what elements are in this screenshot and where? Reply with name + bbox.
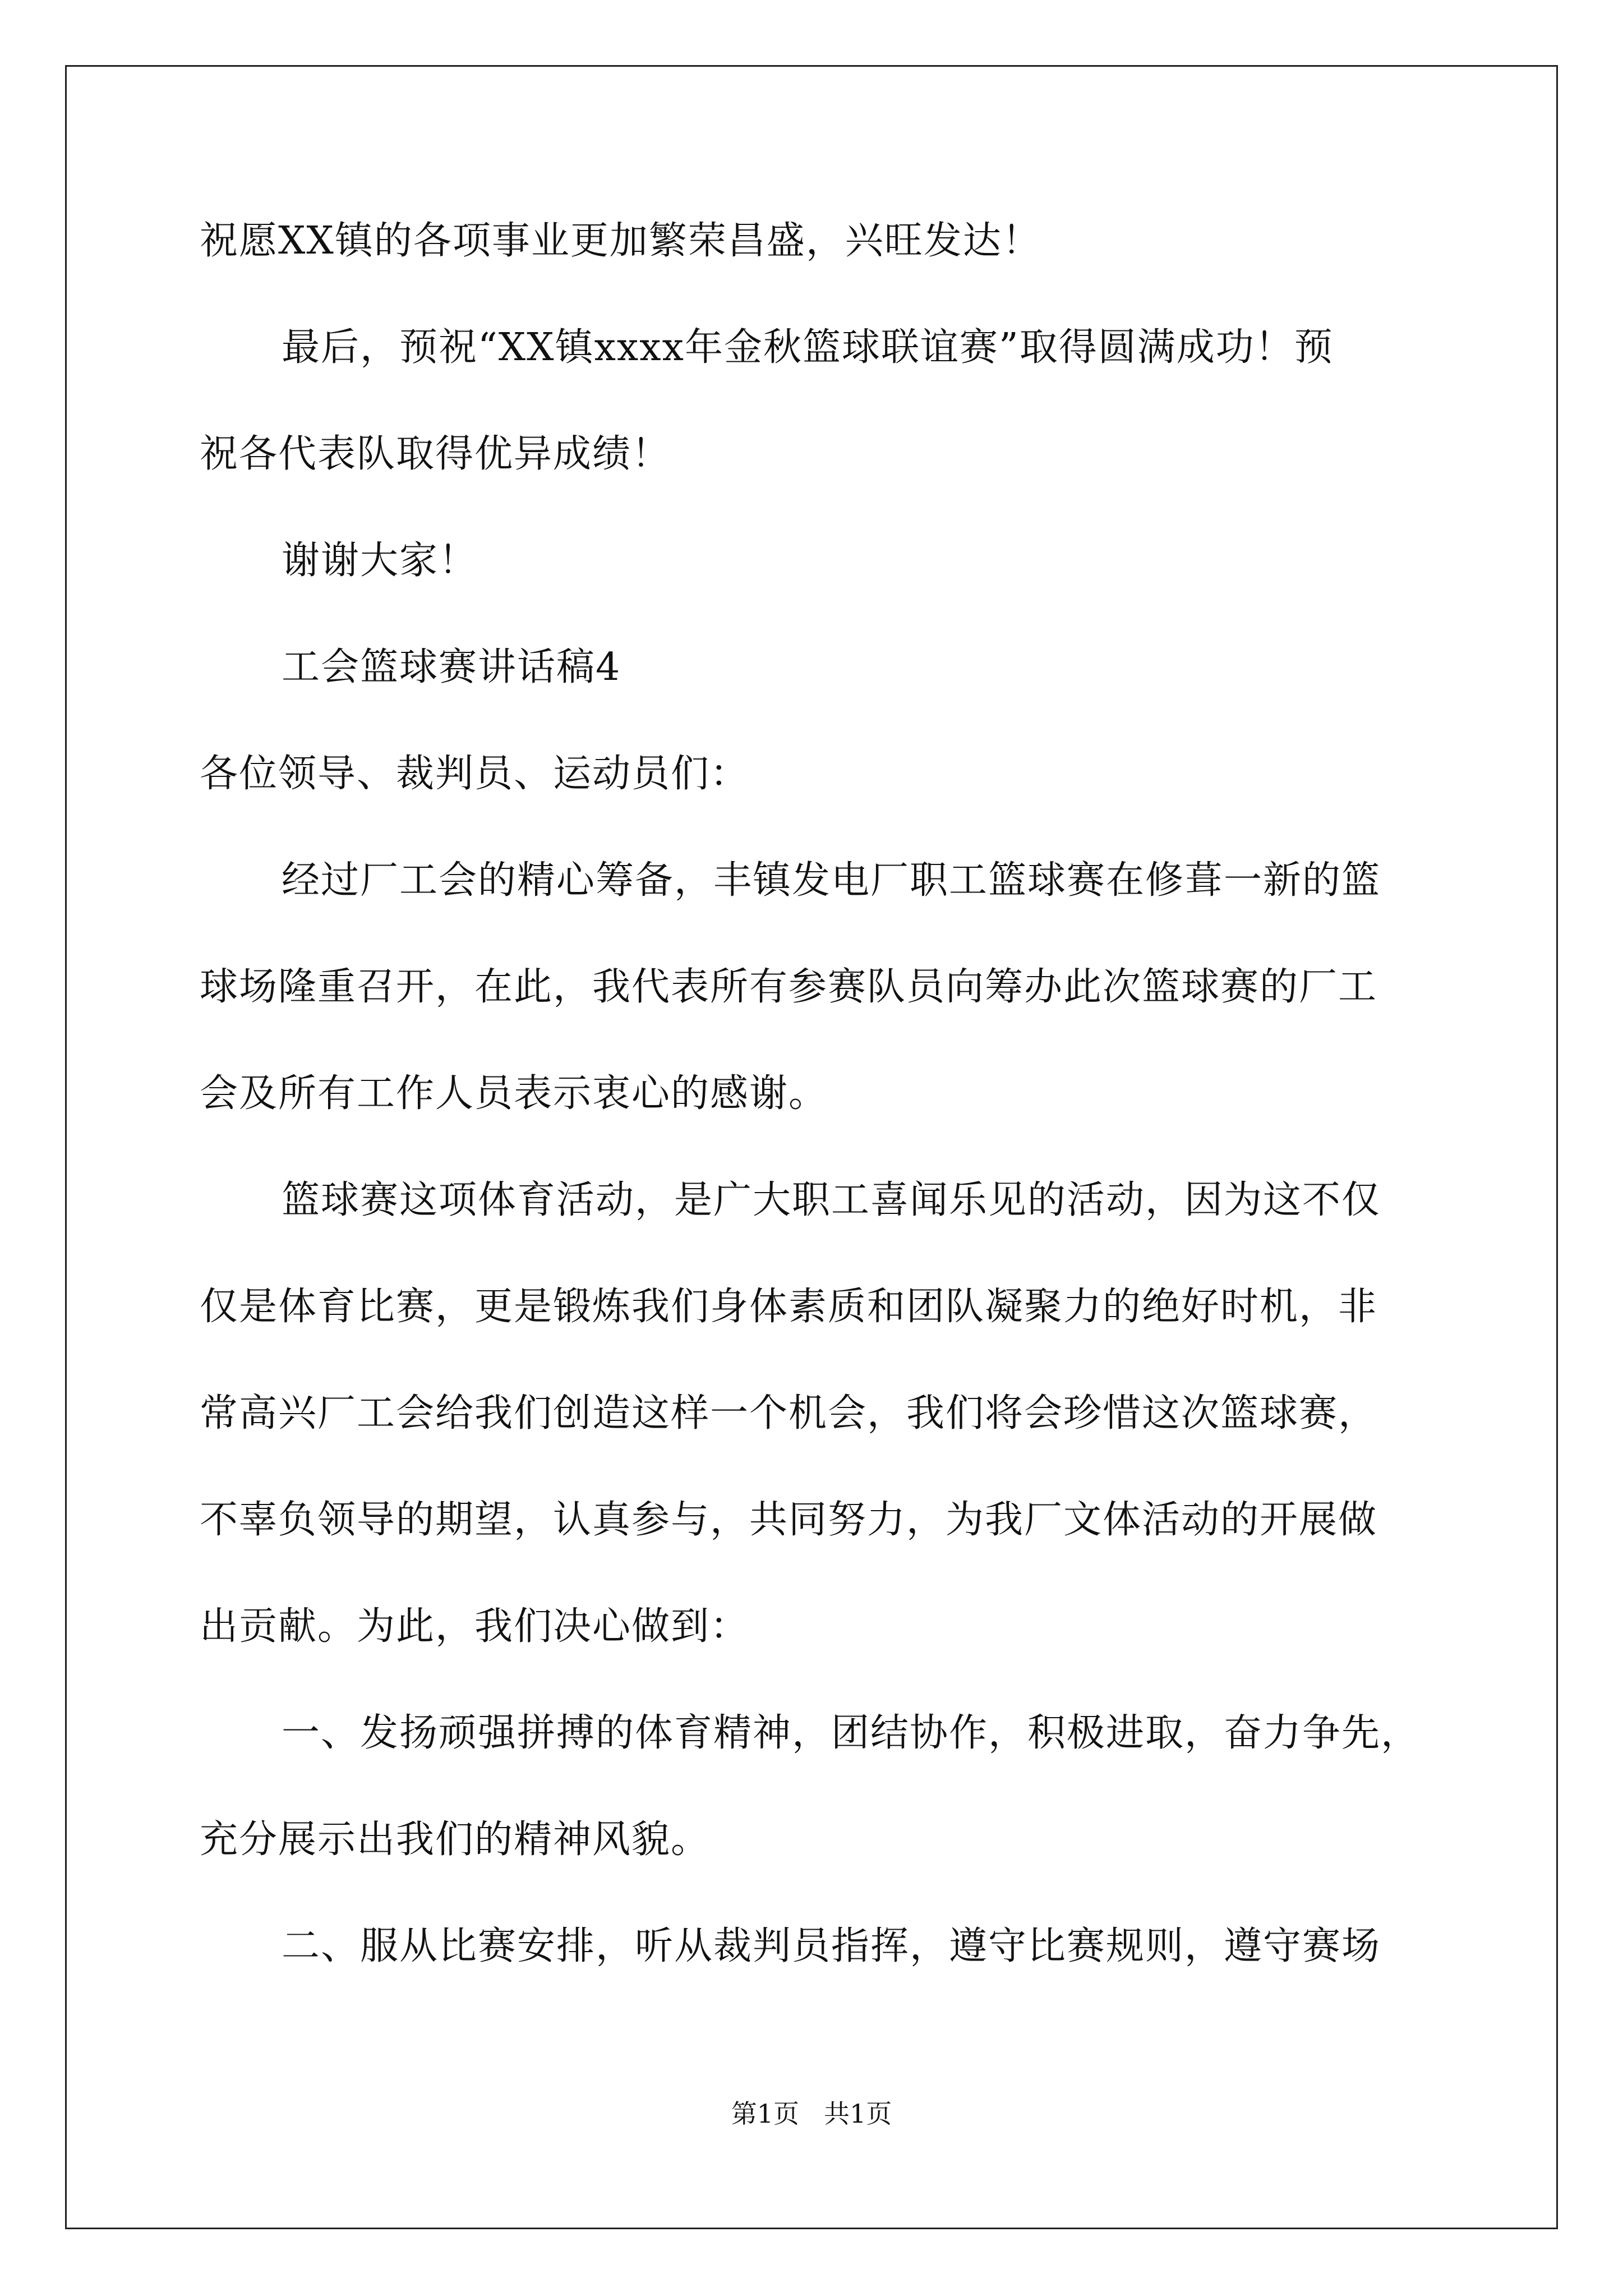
page-total: 共1页 (824, 2099, 892, 2129)
text-line: 二、服从比赛安排，听从裁判员指挥，遵守比赛规则，遵守赛场 (282, 1924, 1381, 1968)
text-line: 球场隆重召开，在此，我代表所有参赛队员向筹办此次篮球赛的厂工 (200, 965, 1378, 1009)
page-border (65, 65, 1558, 2229)
text-line: 谢谢大家！ (282, 539, 478, 583)
page-footer (0, 2097, 1623, 2131)
text-line: 充分展示出我们的精神风貌。 (200, 1818, 711, 1862)
text-line: 常高兴厂工会给我们创造这样一个机会，我们将会珍惜这次篮球赛， (200, 1391, 1378, 1435)
text-line: 会及所有工作人员表示衷心的感谢。 (200, 1071, 828, 1116)
salutation: 各位领导、裁判员、运动员们： (200, 752, 750, 796)
text-line: 不辜负领导的期望，认真参与，共同努力，为我厂文体活动的开展做 (200, 1498, 1378, 1542)
text-line: 篮球赛这项体育活动，是广大职工喜闻乐见的活动，因为这不仅 (282, 1178, 1381, 1222)
section-heading: 工会篮球赛讲话稿4 (282, 645, 621, 689)
text-line: 一、发扬顽强拼搏的体育精神，团结协作，积极进取，奋力争先， (282, 1711, 1421, 1755)
text-line: 出贡献。为此，我们决心做到： (200, 1604, 750, 1649)
text-line: 最后，预祝“XX镇xxxx年金秋篮球联谊赛”取得圆满成功！预 (282, 325, 1334, 370)
page-number: 第1页 (731, 2099, 799, 2129)
text-line: 仅是体育比赛，更是锻炼我们身体素质和团队凝聚力的绝好时机，非 (200, 1285, 1378, 1329)
text-line: 经过厂工会的精心筹备，丰镇发电厂职工篮球赛在修葺一新的篮 (282, 858, 1381, 903)
text-line: 祝各代表队取得优异成绩！ (200, 432, 671, 476)
text-line: 祝愿XX镇的各项事业更加繁荣昌盛，兴旺发达！ (200, 219, 1041, 263)
